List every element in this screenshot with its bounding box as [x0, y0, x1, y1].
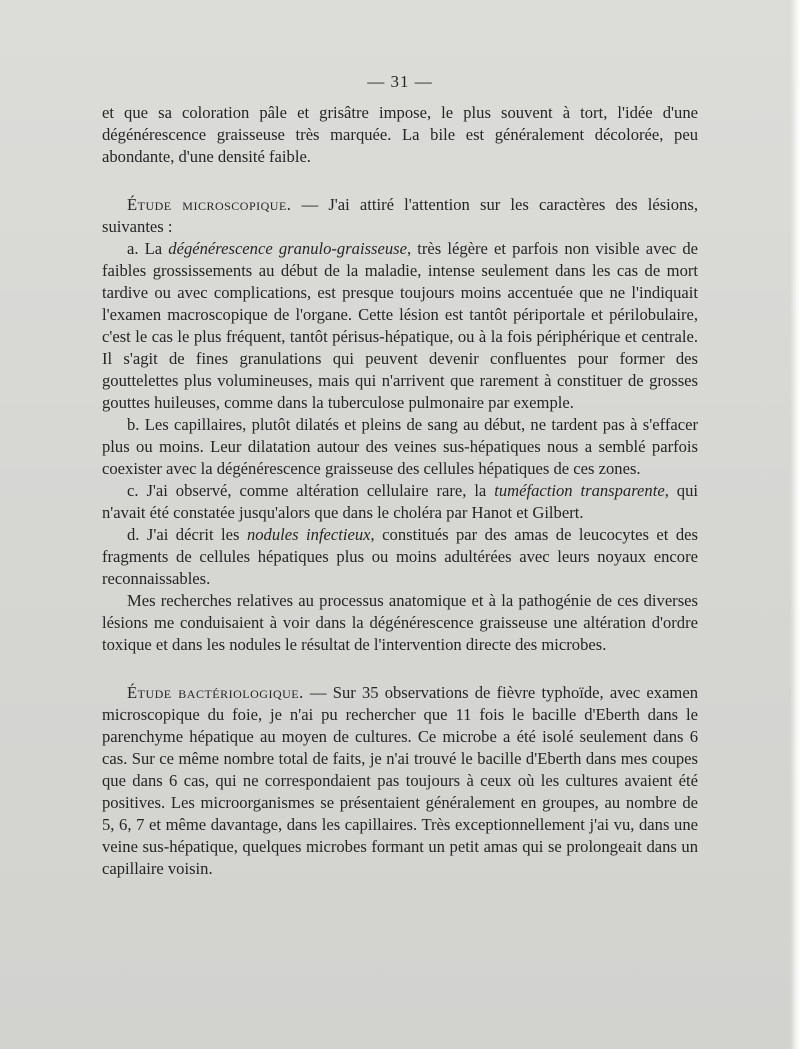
paragraph-d-text: , constitués par des amas de leucocytes et des fragments de cellules hépatiques plus ou moins adultérées avec leurs noyaux encore reconnaissables.: [102, 525, 698, 588]
paragraph-c: [102, 480, 698, 524]
paragraph-d: [102, 524, 698, 590]
section-spacer: [102, 168, 698, 194]
section-heading-microscopique: Étude microscopique.: [127, 195, 292, 214]
paragraph-a-text: , très légère et parfois non visible avec de faibles grossissements au début de la maladie, intense seulement dans les cas de mort tardive ou avec complications, est presque toujours moins accentuée que ne l'indiquait l'examen macroscopique de l'organe. Cette lésion est tantôt périportale et périlobulaire, c'est le cas le plus fréquent, tantôt périsus-hépatique, ou à la fois périphérique et centrale. Il s'agit de fines granulations qui peuvent devenir confluentes pour former des gouttelettes plus volumineuses, mais qui n'arrivent que rarement à constituer de grosses gouttes huileuses, comme dans la tuberculose pulmonaire par exemple.: [102, 239, 698, 412]
paragraph-c-lead: c. J'ai observé, comme altération cellulaire rare, la: [127, 481, 495, 500]
section-bacteriologique: [102, 682, 698, 880]
paragraph-c-text: , qui n'avait été constatée jusqu'alors que dans le choléra par Hanot et Gilbert.: [102, 481, 698, 522]
paragraph-b: b. Les capillaires, plutôt dilatés et pleins de sang au début, ne tardent pas à s'effacer plus ou moins. Leur dilatation autour des veines sus-hépatiques nous a semblé parfois coexister avec la dégénérescence graisseuse des cellules hépatiques de ces zones.: [102, 415, 698, 478]
paragraph-d-emphasis: nodules infectieux: [246, 525, 371, 544]
paragraph-intro: et que sa coloration pâle et grisâtre impose, le plus souvent à tort, l'idée d'une dégénérescence graisseuse très marquée. La bile est généralement décolorée, peu abondante, d'une densité faible.: [102, 103, 698, 166]
paragraph-conclusion: Mes recherches relatives au processus anatomique et à la pathogénie de ces diverses lésions me conduisaient à voir dans la dégénérescence graisseuse une altération d'ordre toxique et dans les nodules le résultat de l'intervention directe des microbes.: [102, 591, 698, 654]
section-bacteriologique-text: — Sur 35 observations de fièvre typhoïde, avec examen microscopique du foie, je n'ai pu rechercher que 11 fois le bacille d'Eberth dans le parenchyme hépatique au moyen de cultures. Ce microbe a été isolé seulement dans 6 cas. Sur ce même nombre total de faits, je n'ai trouvé le bacille d'Eberth dans mes coupes que dans 6 cas, qui ne correspondaient pas toujours à ceux où les cultures avaient été positives. Les microorganismes se présentaient généralement en groupes, au nombre de 5, 6, 7 et même davantage, dans les capillaires. Très exceptionnellement j'ai vu, dans une veine sus-hépatique, quelques microbes formant un petit amas qui se prolongeait dans un capillaire voisin.: [102, 683, 699, 878]
section-intro-text: — J'ai attiré l'attention sur les caractères des lésions, suivantes :: [102, 195, 698, 236]
paragraph-a: [102, 238, 698, 414]
paragraph-a-lead: a. La: [127, 239, 169, 258]
paragraph-a-emphasis: dégénérescence granulo-graisseuse: [168, 239, 407, 258]
paragraph-d-lead: d. J'ai décrit les: [127, 525, 247, 544]
section-heading-bacteriologique: Étude bactériologique.: [127, 683, 304, 702]
section-spacer: [102, 656, 698, 682]
paragraph-c-emphasis: tuméfaction transparente: [494, 481, 665, 500]
page-edge: [790, 0, 800, 1049]
page-number: — 31 —: [367, 72, 433, 91]
body-text: [102, 102, 698, 880]
section-microscopique: [102, 194, 698, 238]
